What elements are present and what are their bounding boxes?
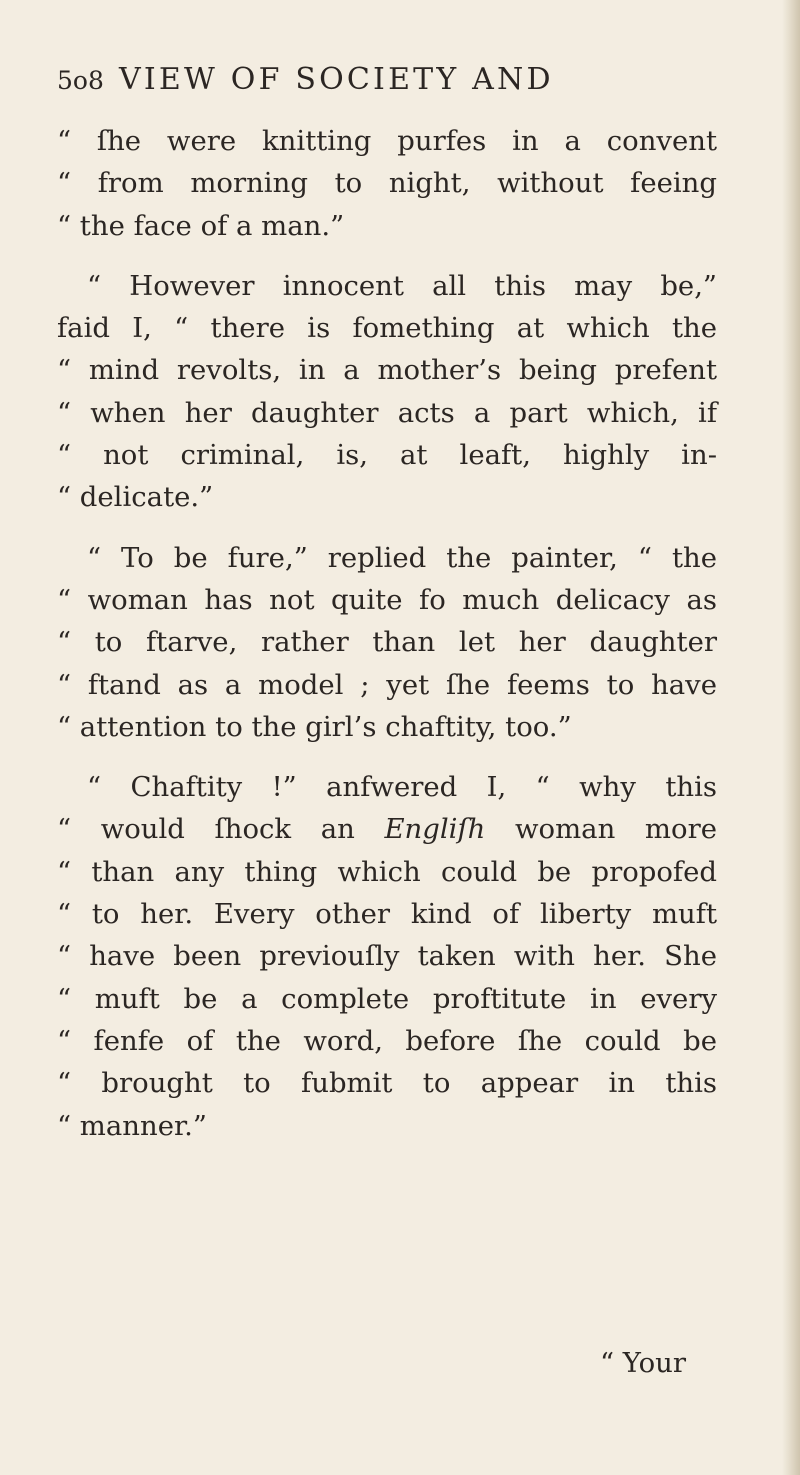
paragraph	[57, 120, 717, 247]
text-line: “ attention to the girl’s chaftity, too.”	[57, 710, 572, 743]
text-line: “ To be fure,” replied the painter, “ the	[87, 541, 717, 574]
line-end: woman more	[485, 813, 717, 846]
text-line: “ to ftarve, rather than let her daughter	[57, 626, 717, 659]
text-line: “ than any thing which could be propofed	[57, 855, 717, 888]
text-line: “ have been previouſly taken with her. She	[57, 940, 717, 973]
page-number: 5o8	[57, 66, 104, 95]
text-line: “ not criminal, is, at leaft, highly in-	[57, 439, 717, 472]
page-edge-shadow	[782, 0, 800, 1475]
text-line: “ from morning to night, without feeing	[57, 167, 717, 200]
text-line: “ ſhe were knitting purfes in a convent	[57, 125, 717, 157]
text-line: “ muft be a complete proftitute in every	[57, 982, 717, 1015]
paragraph	[57, 265, 717, 519]
text-line: “ manner.”	[57, 1109, 207, 1142]
paragraph	[57, 766, 717, 1147]
text-line: “ woman has not quite fo much delicacy as	[57, 583, 717, 616]
text-line: “ to her. Every other kind of liberty muft	[57, 898, 717, 931]
text-line: “ mind revolts, in a mother’s being prefent	[57, 354, 717, 387]
page-header	[57, 62, 717, 98]
body-text	[57, 120, 717, 1165]
line-start: “ would ſhock an	[57, 813, 385, 846]
text-line: “ brought to fubmit to appear in this	[57, 1067, 717, 1100]
text-line: faid I, “ there is fomething at which the	[57, 312, 717, 345]
text-line	[57, 808, 717, 850]
text-line: “ ftand as a model ; yet ſhe feems to have	[57, 668, 717, 701]
text-line: “ Chaftity !” anfwered I, “ why this	[87, 771, 717, 804]
italic-word: Engliſh	[384, 813, 486, 846]
text-line: “ the face of a man.”	[57, 209, 345, 242]
text-line: “ when her daughter acts a part which, if	[57, 396, 717, 429]
running-head: VIEW OF SOCIETY AND	[119, 62, 554, 97]
text-line: “ delicate.”	[57, 481, 214, 514]
paragraph	[57, 537, 717, 748]
catchword: “ Your	[600, 1347, 686, 1379]
text-line: “ fenfe of the word, before ſhe could be	[57, 1024, 717, 1057]
text-line: “ However innocent all this may be,”	[87, 269, 717, 302]
